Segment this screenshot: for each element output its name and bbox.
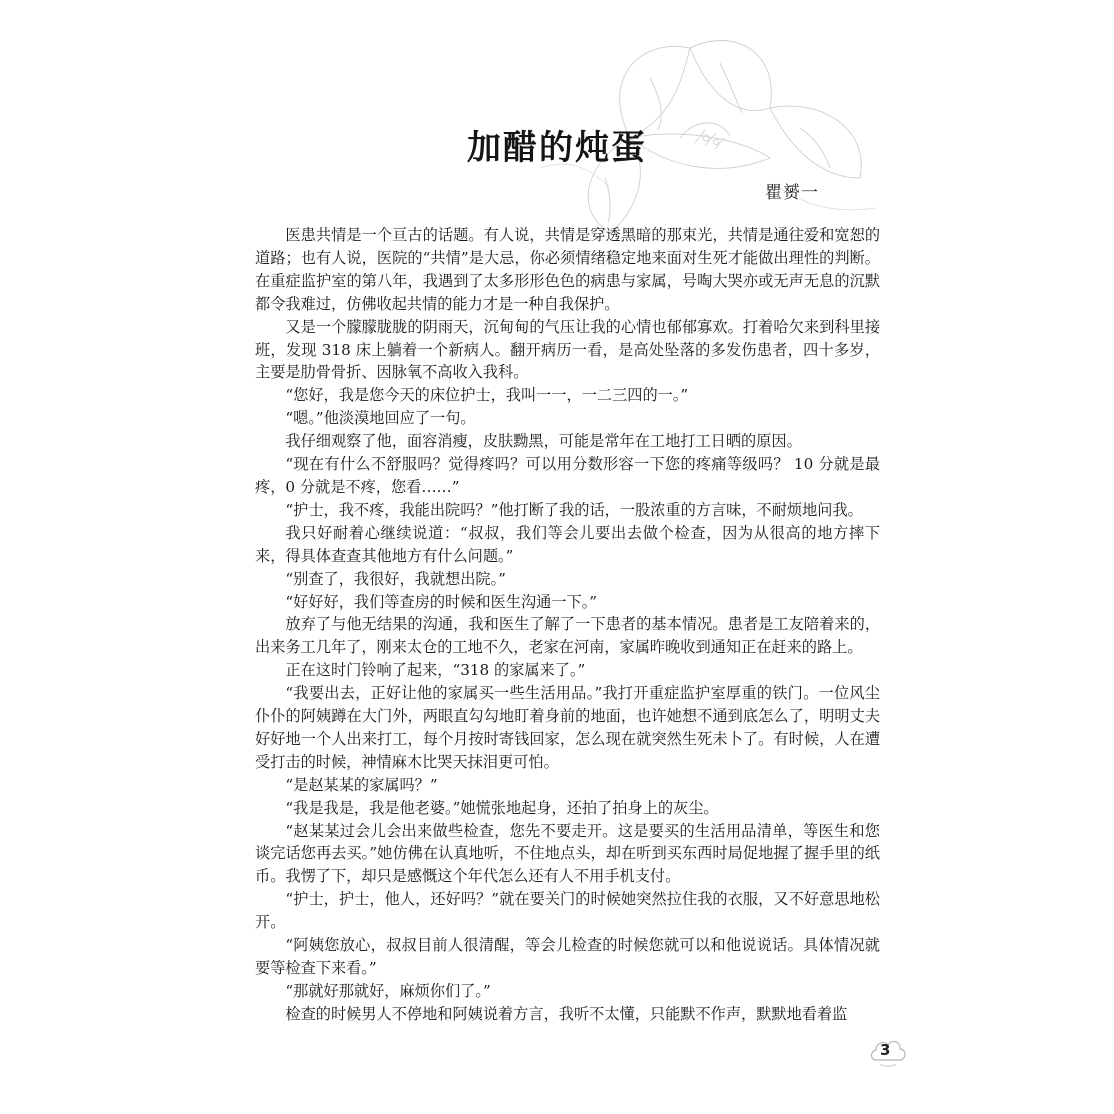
paragraph: “您好，我是您今天的床位护士，我叫一一，一二三四的一。” [285, 386, 689, 405]
paragraph: 又是一个朦朦胧胧的阴雨天，沉甸甸的气压让我的心情也郁郁寡欢。打着哈欠来到科里接班，发现 318 床上躺着一个新病人。翻开病历一看，是高处坠落的多发伤患者，四十多岁，主要是肋骨骨折、因脉氧不高收入我科。 [255, 317, 880, 382]
paragraph: “阿姨您放心，叔叔目前人很清醒，等会儿检查的时候您就可以和他说说话。具体情况就要等检查下来看。” [255, 936, 880, 977]
paragraph: 我仔细观察了他，面容消瘦，皮肤黝黑，可能是常年在工地打工日晒的原因。 [285, 432, 802, 451]
paragraph: 医患共情是一个亘古的话题。有人说，共情是穿透黑暗的那束光，共情是通往爱和宽恕的道路；也有人说，医院的“共情”是大忌，你必须情绪稳定地来面对生死才能做出理性的判断。在重症监护室的第八年，我遇到了太多形形色色的病患与家属，号啕大哭亦或无声无息的沉默都令我难过，仿佛收起共情的能力才是一种自我保护。 [255, 226, 880, 313]
paragraph: 检查的时候男人不停地和阿姨说着方言，我听不太懂，只能默不作声，默默地看着监 [285, 1004, 848, 1023]
paragraph: “那就好那就好，麻烦你们了。” [285, 981, 491, 1000]
page-number [868, 1034, 908, 1070]
paragraph: “护士，护士，他人，还好吗？”就在要关门的时候她突然拉住我的衣服，又不好意思地松开。 [255, 890, 880, 932]
paragraph: “我要出去，正好让他的家属买一些生活用品。”我打开重症监护室厚重的铁门。一位风尘仆仆的阿姨蹲在大门外，两眼直勾勾地盯着身前的地面，也许她想不通到底怎么了，明明丈夫好好地一个人出来打工，每个月按时寄钱回家，怎么现在就突然生死未卜了。有时候，人在遭受打击的时候，神情麻木比哭天抹泪更可怕。 [255, 684, 880, 771]
paragraph: “护士，我不疼，我能出院吗？”他打断了我的话，一股浓重的方言味，不耐烦地问我。 [285, 500, 863, 519]
paragraph: “我是我是，我是他老婆。”她慌张地起身，还拍了拍身上的灰尘。 [285, 798, 719, 817]
paragraph: “嗯。”他淡漠地回应了一句。 [285, 409, 476, 428]
paragraph: 正在这时门铃响了起来，“318 的家属来了。” [285, 661, 586, 680]
paragraph: “赵某某过会儿会出来做些检查，您先不要走开。这是要买的生活用品清单，等医生和您谈完话您再去买。”她仿佛在认真地听，不住地点头，却在听到买东西时局促地握了握手里的纸币。我愣了下，却只是感慨这个年代怎么还有人不用手机支付。 [255, 821, 880, 886]
paragraph: “别查了，我很好，我就想出院。” [285, 569, 506, 588]
paragraph: 我只好耐着心继续说道：“叔叔，我们等会儿要出去做个检查，因为从很高的地方摔下来，得具体查查其他地方有什么问题。” [255, 523, 880, 565]
paragraph: “是赵某某的家属吗？” [285, 775, 438, 794]
page-number-label: 3 [880, 1041, 891, 1059]
paragraph: “现在有什么不舒服吗？觉得疼吗？可以用分数形容一下您的疼痛等级吗？ 10 分就是最疼，0 分就是不疼，您看……” [255, 455, 880, 496]
article-title: 加醋的炖蛋 [467, 128, 647, 168]
author-name: 瞿赟一 [765, 183, 819, 203]
paragraph: “好好好，我们等查房的时候和医生沟通一下。” [285, 592, 598, 611]
paragraph: 放弃了与他无结果的沟通，我和医生了解了一下患者的基本情况。患者是工友陪着来的，出来务工几年了，刚来太仓的工地不久，老家在河南，家属昨晚收到通知正在赶来的路上。 [255, 615, 880, 657]
article-body [255, 224, 880, 1026]
